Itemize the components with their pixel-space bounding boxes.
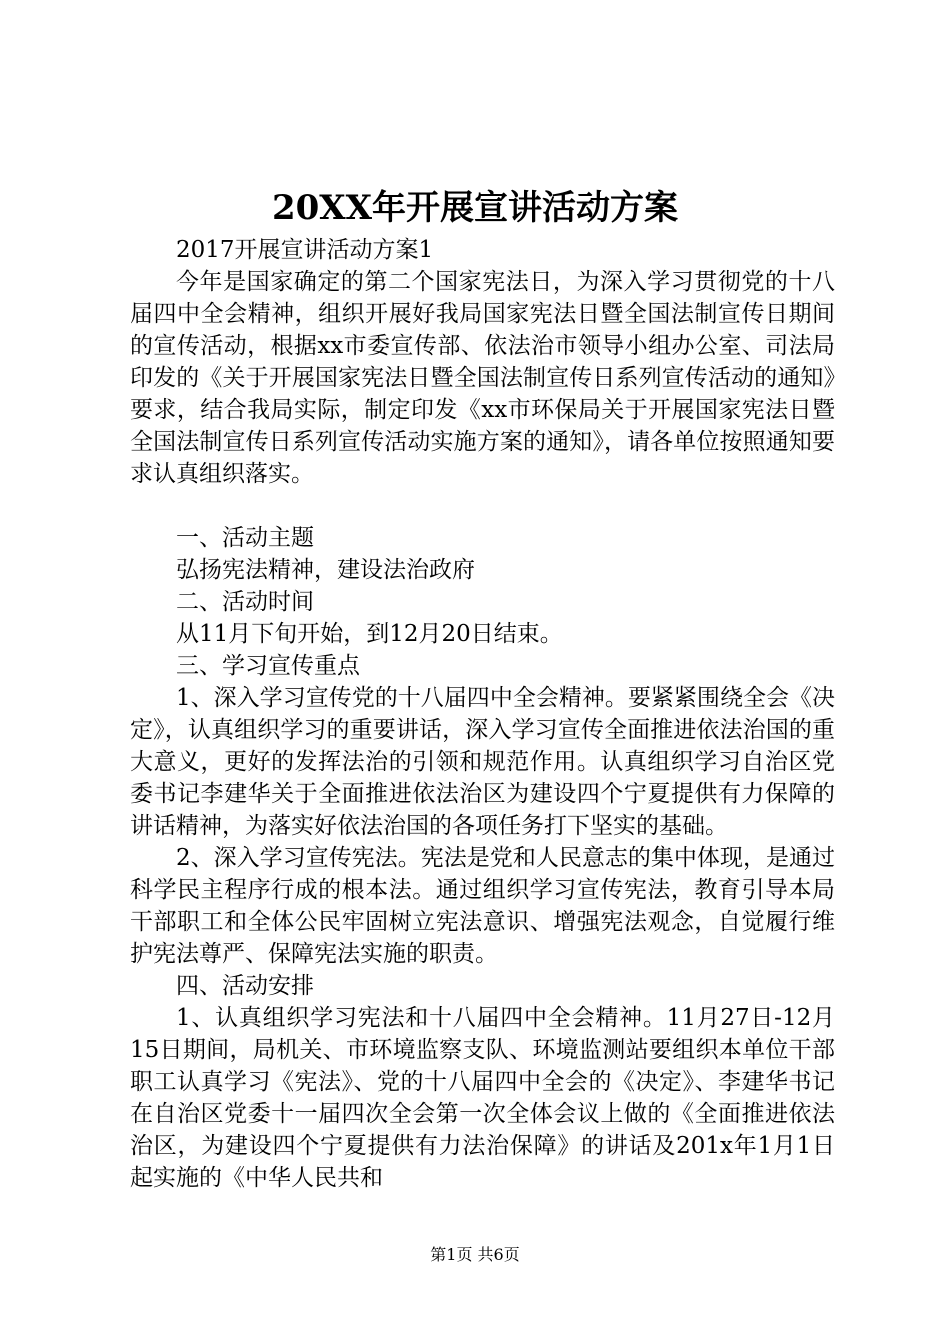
- document-title: 20XX年开展宣讲活动方案: [271, 188, 679, 228]
- section-heading-focus: 三、学习宣传重点: [176, 653, 360, 679]
- theme-paragraph: 弘扬宪法精神，建设法治政府: [176, 557, 475, 583]
- subtitle-paragraph: 2017开展宣讲活动方案1: [176, 237, 434, 263]
- section-heading-arrangement: 四、活动安排: [176, 973, 314, 999]
- section-heading-theme: 一、活动主题: [176, 525, 314, 551]
- focus-item-1: 1、深入学习宣传党的十八届四中全会精神。要紧紧围绕全会《决定》，认真组织学习的重要讲话，深入学习宣传全面推进依法治国的重大意义，更好的发挥法治的引领和规范作用。认真组织学习自治区党委书记李建华关于全面推进依法治区为建设四个宁夏提供有力保障的讲话精神，为落实好依法治国的各项任务打下坚实的基础。: [130, 685, 835, 839]
- page-number-footer: 第1页 共6页: [430, 1245, 520, 1264]
- arrangement-item-1: 1、认真组织学习宪法和十八届四中全会精神。11月27日-12月15日期间，局机关、市环境监察支队、环境监测站要组织本单位干部职工认真学习《宪法》、党的十八届四中全会的《决定》、李建华书记在自治区党委十一届四次全会第一次全体会议上做的《全面推进依法治区，为建设四个宁夏提供有力法治保障》的讲话及201x年1月1日起实施的《中华人民共和: [130, 1005, 835, 1191]
- section-heading-time: 二、活动时间: [176, 589, 314, 615]
- intro-paragraph: 今年是国家确定的第二个国家宪法日，为深入学习贯彻党的十八届四中全会精神，组织开展好我局国家宪法日暨全国法制宣传日期间的宣传活动，根据xx市委宣传部、依法治市领导小组办公室、司法局印发的《关于开展国家宪法日暨全国法制宣传日系列宣传活动的通知》要求，结合我局实际，制定印发《xx市环保局关于开展国家宪法日暨全国法制宣传日系列宣传活动实施方案的通知》，请各单位按照通知要求认真组织落实。: [130, 269, 835, 487]
- document-body: [130, 234, 835, 1194]
- time-paragraph: 从11月下旬开始，到12月20日结束。: [176, 621, 563, 647]
- focus-item-2: 2、深入学习宣传宪法。宪法是党和人民意志的集中体现，是通过科学民主程序行成的根本法。通过组织学习宣传宪法，教育引导本局干部职工和全体公民牢固树立宪法意识、增强宪法观念，自觉履行维护宪法尊严、保障宪法实施的职责。: [130, 845, 835, 967]
